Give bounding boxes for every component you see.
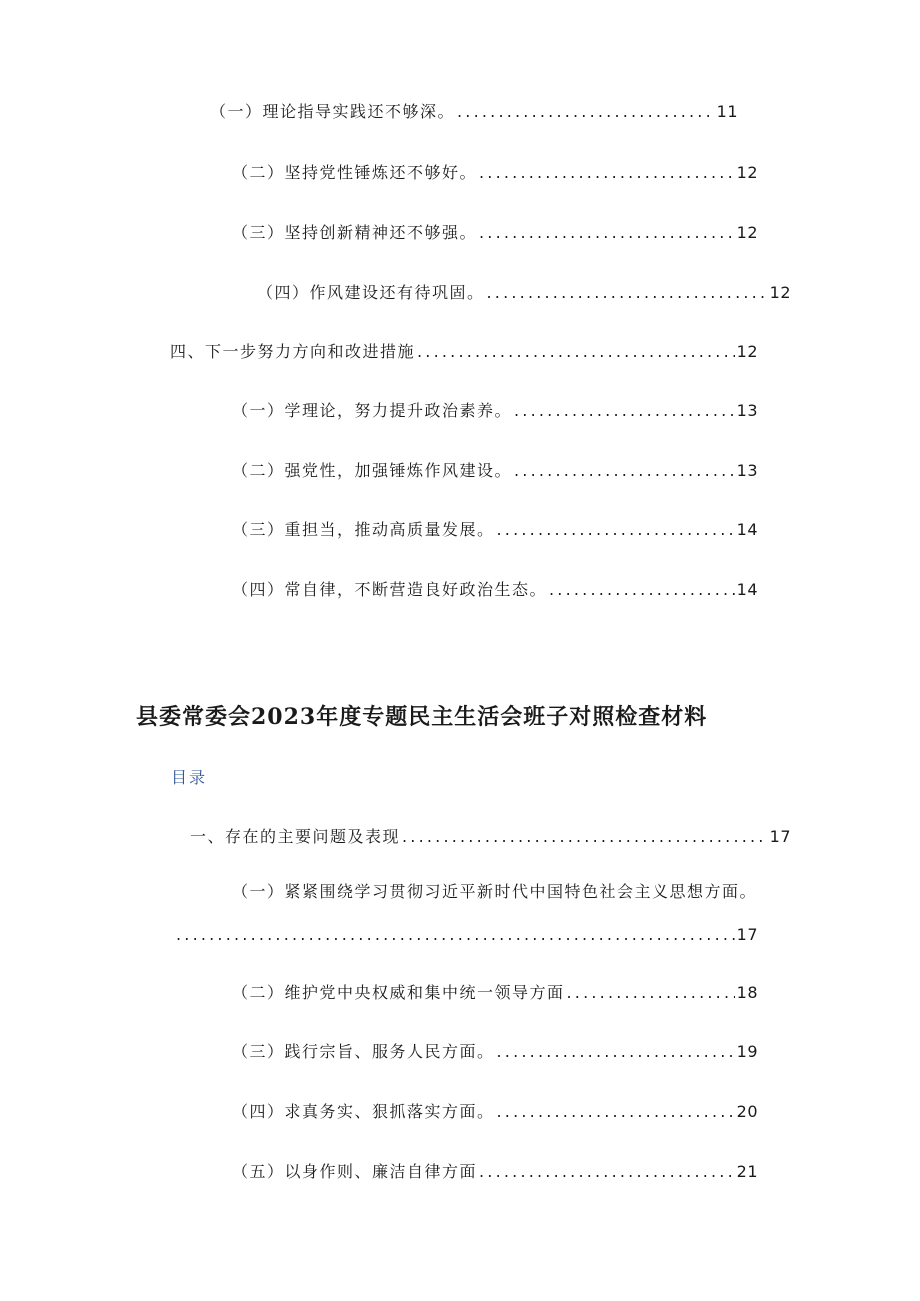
toc-entry-text: （四）求真务实、狠抓落实方面。 [232,1102,495,1121]
toc-entry-continuation[interactable] [176,925,758,945]
toc-leader-dots [497,520,735,540]
toc-entry-text: 四、下一步努力方向和改进措施 [170,342,416,361]
toc-page-number: 13 [736,401,758,420]
toc-leader-dots [479,223,735,243]
toc-page-number: 14 [736,520,758,539]
toc-entry-text: （一）理论指导实践还不够深。 [210,102,456,121]
toc-entry-text: （四）作风建设还有待巩固。 [257,283,485,302]
toc-leader-dots [514,461,735,481]
toc-page-number: 17 [769,827,791,846]
toc-entry-text: （三）坚持创新精神还不够强。 [232,223,478,242]
toc-heading: 目录 [171,768,208,787]
toc-page-number: 12 [736,163,758,182]
toc-leader-dots [549,580,735,600]
toc-entry-text: （四）常自律，不断营造良好政治生态。 [232,580,548,599]
toc-entry[interactable] [232,1102,758,1122]
toc-page-number: 14 [736,580,758,599]
toc-leader-dots [497,1102,735,1122]
toc-page-number: 21 [736,1162,758,1181]
toc-entry[interactable] [232,983,758,1003]
toc-entry[interactable] [232,1042,758,1062]
toc-entry-text: （一）学理论，努力提升政治素养。 [232,401,513,420]
toc-entry[interactable] [232,520,758,540]
toc-entry[interactable] [232,580,758,600]
toc-entry-text: （二）坚持党性锤炼还不够好。 [232,163,478,182]
toc-page-number: 19 [736,1042,758,1061]
toc-leader-dots [176,925,735,945]
toc-page-number: 11 [716,102,738,121]
toc-leader-dots [479,1162,735,1182]
toc-entry[interactable] [170,342,758,362]
toc-entry[interactable] [257,283,791,303]
toc-entry[interactable] [232,1162,758,1182]
toc-entry-text: （二）维护党中央权威和集中统一领导方面 [232,983,565,1002]
toc-leader-dots [479,163,735,183]
toc-entry-text: （二）强党性，加强锤炼作风建设。 [232,461,513,480]
toc-leader-dots [417,342,735,362]
toc-page-number: 18 [736,983,758,1002]
toc-entry-text: （五）以身作则、廉洁自律方面 [232,1162,478,1181]
toc-page-number: 12 [736,223,758,242]
toc-page-number: 20 [736,1102,758,1121]
toc-page-number: 12 [736,342,758,361]
toc-entry-text: （三）重担当，推动高质量发展。 [232,520,495,539]
toc-page-number: 17 [736,925,758,944]
toc-page-number: 12 [769,283,791,302]
toc-entry-text: （三）践行宗旨、服务人民方面。 [232,1042,495,1061]
toc-leader-dots [497,1042,735,1062]
toc-entry-text: 一、存在的主要问题及表现 [190,827,401,846]
toc-entry[interactable] [232,163,758,183]
toc-leader-dots [514,401,735,421]
toc-leader-dots [457,102,715,122]
toc-leader-dots [567,983,735,1003]
toc-leader-dots [402,827,768,847]
toc-page-number: 13 [736,461,758,480]
toc-entry-text[interactable]: （一）紧紧围绕学习贯彻习近平新时代中国特色社会主义思想方面。 [232,882,758,901]
toc-leader-dots [487,283,768,303]
toc-entry[interactable] [232,461,758,481]
toc-entry[interactable] [232,401,758,421]
toc-entry[interactable] [210,102,738,122]
toc-entry[interactable] [232,223,758,243]
toc-entry[interactable] [190,827,791,847]
document-title: 县委常委会2023年度专题民主生活会班子对照检查材料 [136,704,708,730]
